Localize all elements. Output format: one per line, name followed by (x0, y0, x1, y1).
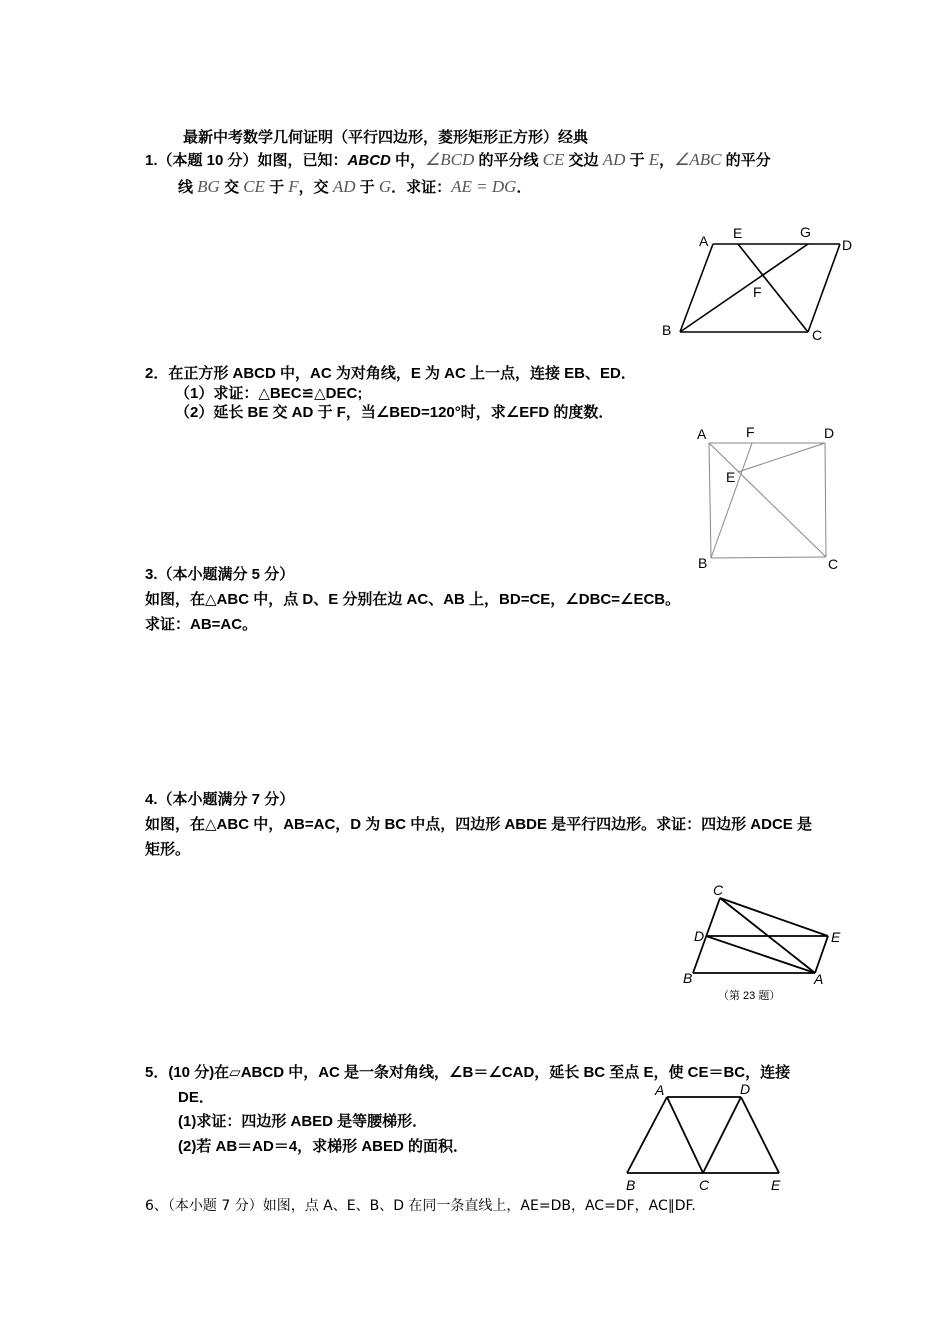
segment-dc (703, 1097, 741, 1173)
label-e: E (726, 469, 736, 485)
q1-text: 的平分 (721, 152, 771, 169)
label-a: A (655, 1082, 665, 1098)
q1-e: E (648, 150, 660, 169)
q5-line-4: (2)若 AB＝AD＝4，求梯形 ABED 的面积． (178, 1138, 469, 1155)
label-c: C (713, 882, 724, 898)
q4-line-1: 4.（本小题满分 7 分） (145, 791, 295, 808)
label-c: C (828, 556, 839, 572)
q4-line-3: 矩形。 (145, 841, 191, 858)
label-f: F (753, 284, 762, 300)
q1-ad: AD (602, 150, 626, 169)
q3-line-3: 求证：AB=AC。 (145, 616, 258, 633)
q1-f: F (288, 177, 299, 196)
q2-line-3: （2）延长 BE 交 AD 于 F，当∠BED=120°时，求∠EFD 的度数． (175, 404, 614, 421)
label-b: B (626, 1177, 636, 1193)
q5-line-1: 5．(10 分)在▱ABCD 中，AC 是一条对角线，∠B＝∠CAD，延长 BC 至点 E，使 CE＝BC，连接 (145, 1064, 791, 1081)
q4-line-2: 如图，在△ABC 中，AB=AC，D 为 BC 中点，四边形 ABDE 是平行四边形。求证：四边形 ADCE 是 (145, 816, 812, 833)
q1-bg: BG (197, 177, 220, 196)
q1-text: 交边 (564, 152, 603, 169)
q1-text: ，交 (298, 179, 333, 196)
q1-angle-bcd: ∠BCD (425, 150, 475, 169)
q6-line-1: 6、（本小题 7 分）如图，点 A、E、B、D 在同一条直线上，AE=DB，AC=DF，AC∥DF. (145, 1198, 696, 1214)
label-b: B (698, 555, 708, 571)
label-d: D (740, 1081, 751, 1097)
label-a: A (814, 971, 824, 987)
q1-text: 的平分线 (474, 152, 543, 169)
q1-text: 线 (178, 179, 198, 196)
q1-abcd: ABCD (347, 152, 391, 169)
q1-equation: AE = DG (451, 177, 517, 196)
figure-caption: （第 23 题） (718, 990, 781, 1002)
label-d: D (842, 237, 853, 253)
label-e: E (733, 225, 743, 241)
q1-text: ．求证： (391, 179, 452, 196)
q1-text: 于 (355, 179, 379, 196)
segment-ac (667, 1097, 703, 1173)
label-f: F (746, 424, 755, 440)
label-d: D (824, 425, 835, 441)
label-a: A (697, 426, 707, 442)
label-e: E (771, 1177, 781, 1193)
label-g: G (800, 224, 811, 240)
label-c: C (699, 1177, 710, 1193)
segment-de (741, 1097, 779, 1173)
q1-text: 交 (219, 179, 244, 196)
q1-ad-2: AD (332, 177, 356, 196)
q1-ce-2: CE (243, 177, 265, 196)
segment-ab (627, 1097, 667, 1173)
q1-lead: 1.（本题 10 分）如图，已知： (145, 152, 348, 169)
document-title: 最新中考数学几何证明（平行四边形，菱形矩形正方形）经典 (183, 129, 589, 146)
q1-text: 中， (390, 152, 426, 169)
label-c: C (812, 327, 823, 343)
q1-angle-abc: ∠ABC (674, 150, 722, 169)
q3-line-1: 3.（本小题满分 5 分） (145, 566, 295, 583)
q2-line-1: 2．在正方形 ABCD 中，AC 为对角线，E 为 AC 上一点，连接 EB、ED． (145, 365, 636, 382)
q1-text: ， (659, 152, 675, 169)
q5-line-2: DE． (178, 1089, 214, 1106)
q1-g: G (378, 177, 392, 196)
q1-text: ． (516, 179, 532, 196)
q1-text: 于 (264, 179, 289, 196)
label-e: E (831, 929, 841, 945)
q1-text: 于 (625, 152, 649, 169)
label-b: B (683, 970, 693, 986)
label-b: B (662, 322, 672, 338)
q1-ce: CE (542, 150, 565, 169)
q3-line-2: 如图，在△ABC 中，点 D、E 分别在边 AC、AB 上，BD=CE，∠DBC=∠ECB。 (145, 591, 681, 608)
q2-line-2: （1）求证：△BEC≌△DEC; (175, 385, 363, 402)
q5-line-3: (1)求证：四边形 ABED 是等腰梯形． (178, 1113, 428, 1130)
label-a: A (699, 233, 709, 249)
label-d: D (694, 928, 705, 944)
